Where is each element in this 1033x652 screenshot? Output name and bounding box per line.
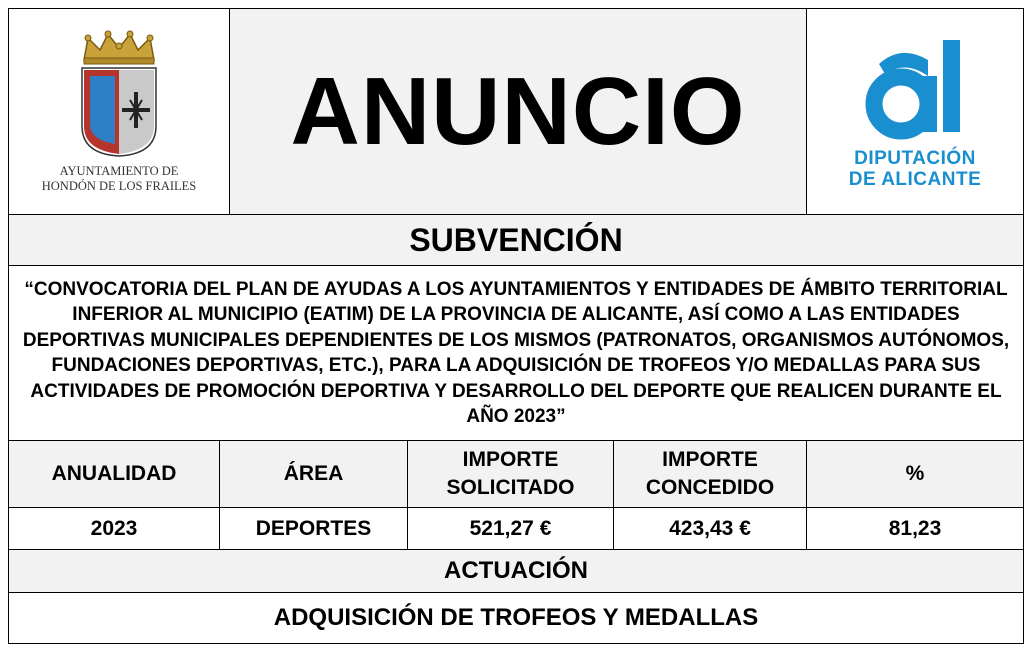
header-importe-solicitado: IMPORTE SOLICITADO xyxy=(408,441,614,507)
page-title: ANUNCIO xyxy=(290,57,746,165)
cell-area: DEPORTES xyxy=(220,508,408,549)
town-hall-cell xyxy=(9,9,230,214)
coat-of-arms-icon xyxy=(78,30,160,158)
diputacion-logo-icon xyxy=(865,34,965,144)
header-area: ÁREA xyxy=(220,441,408,507)
diputacion-name-line1: DIPUTACIÓN xyxy=(854,147,976,169)
actuacion-heading-row xyxy=(9,550,1023,593)
cell-anualidad: 2023 xyxy=(9,508,220,549)
town-name-line2: HONDÓN DE LOS FRAILES xyxy=(41,178,197,193)
description-row xyxy=(9,266,1023,441)
header-importe-concedido: IMPORTE CONCEDIDO xyxy=(614,441,807,507)
cell-importe-solicitado: 521,27 € xyxy=(408,508,614,549)
header-anualidad: ANUALIDAD xyxy=(9,441,220,507)
actuacion-value-row xyxy=(9,593,1023,643)
announcement-sheet xyxy=(8,8,1024,644)
diputacion-name-line2: DE ALICANTE xyxy=(848,168,982,190)
cell-percent: 81,23 xyxy=(888,516,942,540)
header-percent: % xyxy=(905,462,925,485)
subvencion-row xyxy=(9,215,1023,266)
subvencion-heading: SUBVENCIÓN xyxy=(409,221,623,258)
cell-importe-concedido: 423,43 € xyxy=(614,508,807,549)
header-row xyxy=(9,9,1023,215)
table-header-row xyxy=(9,441,1023,508)
diputacion-cell xyxy=(807,9,1023,214)
actuacion-heading: ACTUACIÓN xyxy=(444,557,588,584)
table-row xyxy=(9,508,1023,550)
town-name-line1: AYUNTAMIENTO DE xyxy=(59,163,179,178)
convocatoria-description: “CONVOCATORIA DEL PLAN DE AYUDAS A LOS AYUNTAMIENTOS Y ENTIDADES DE ÁMBITO TERRITORIAL INFERIOR AL MUNICIPIO (EATIM) DE LA PROVINCIA DE ALICANTE, ASÍ COMO A LAS ENTIDADES DEPORTIVAS MUNICIPALES DEPENDIENTES DE LOS MISMOS (PATRONATOS, ORGANISMOS AUTÓNOMOS, FUNDACIONES DEPORTIVAS, ETC.), PARA LA ADQUISICIÓN DE TROFEOS Y/O MEDALLAS PARA SUS ACTIVIDADES DE PROMOCIÓN DEPORTIVA Y DESARROLLO DEL DEPORTE QUE REALICEN DURANTE EL AÑO 2023” xyxy=(22,278,1010,427)
actuacion-value: ADQUISICIÓN DE TROFEOS Y MEDALLAS xyxy=(273,604,759,631)
title-cell xyxy=(230,9,807,214)
